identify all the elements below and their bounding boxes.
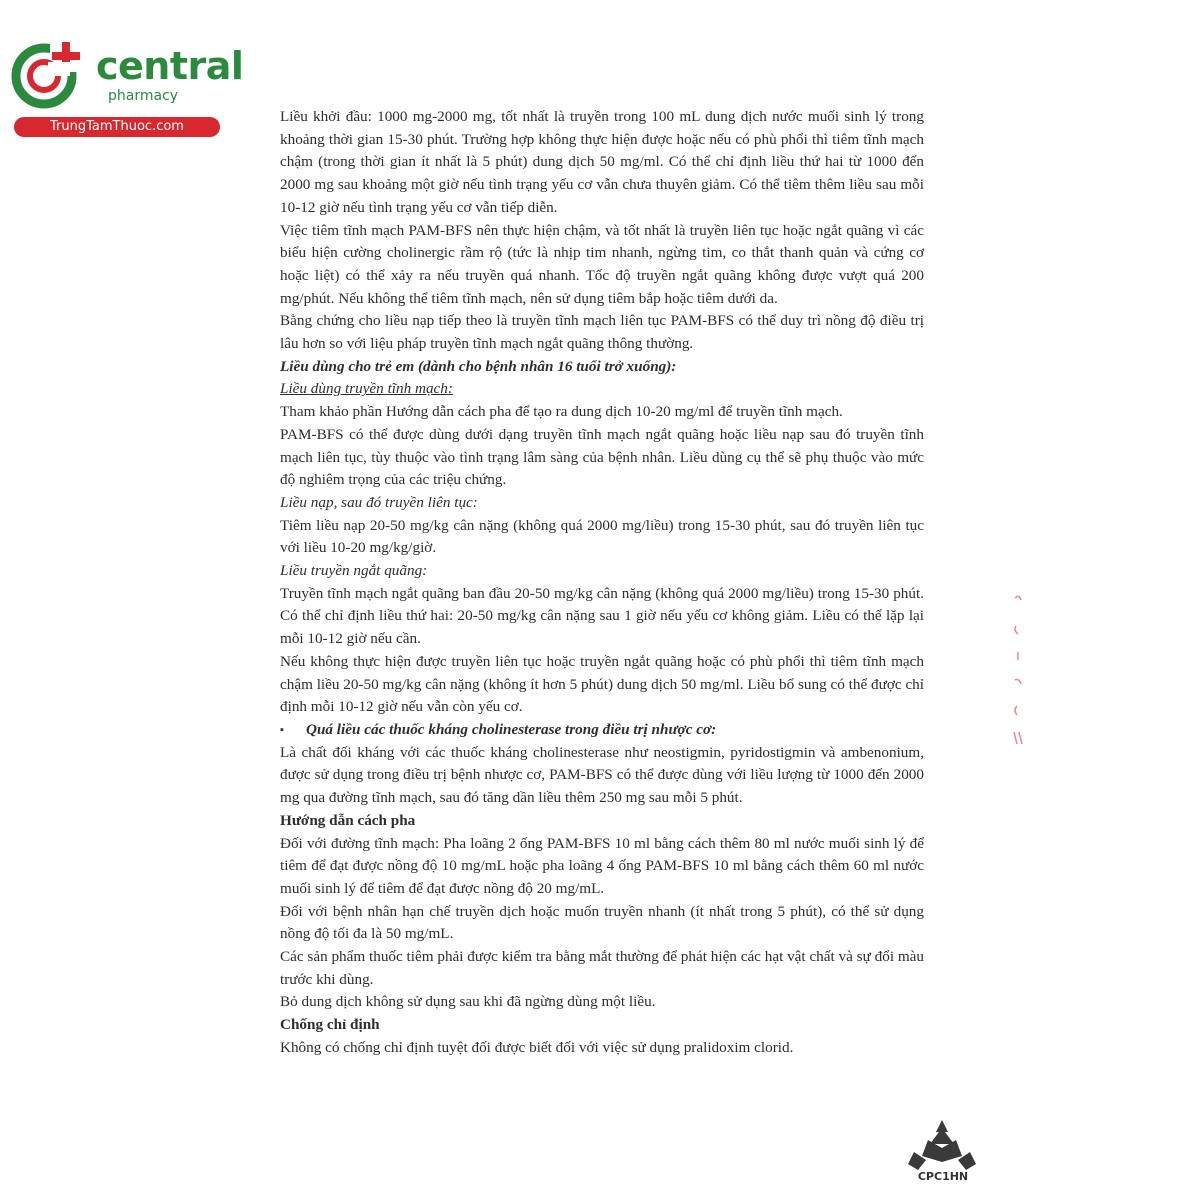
- paragraph-slow-iv-children: Nếu không thực hiện được truyền liên tục hoặc truyền ngắt quãng hoặc có phù phổi thì tiêm tĩnh mạch chậm liều 20-50 mg/kg cân nặng (không ít hơn 5 phút) dung dịch 50 mg/ml. Liều bổ sung có thể được chỉ định mỗi 10-12 giờ nếu vẫn còn yếu cơ.: [280, 652, 924, 716]
- paragraph-admin-forms: PAM-BFS có thể được dùng dưới dạng truyền tĩnh mạch ngắt quãng hoặc liều nạp sau đó truyền tĩnh mạch liên tục, tùy thuộc vào tình trạng lâm sàng của bệnh nhân. Liều dùng cụ thể sẽ phụ thuộc vào mức độ nghiêm trọng của các triệu chứng.: [280, 425, 924, 489]
- paragraph-loading-evidence: Bằng chứng cho liều nạp tiếp theo là truyền tĩnh mạch liên tục PAM-BFS có thể duy trì nồng độ điều trị lâu hơn so với liệu pháp truyền tĩnh mạch ngắt quãng thông thường.: [280, 312, 924, 353]
- paragraph-loading-dose: Tiêm liều nạp 20-50 mg/kg cân nặng (không quá 2000 mg/liều) trong 15-30 phút, sau đó truyền liên tục với liều 10-20 mg/kg/giờ.: [280, 516, 924, 557]
- heading-children-dosage: Liều dùng cho trẻ em (dành cho bệnh nhân 16 tuổi trở xuống):: [280, 357, 677, 375]
- heading-preparation: Hướng dẫn cách pha: [280, 811, 416, 829]
- document-body: [280, 106, 924, 1060]
- paragraph-visual-inspection: Các sản phẩm thuốc tiêm phải được kiểm tra bằng mắt thường để phát hiện các hạt vật chất và sự đổi màu trước khi dùng.: [280, 948, 924, 988]
- paragraph-initial-dose: Liều khởi đầu: 1000 mg-2000 mg, tốt nhất là truyền trong 100 mL dung dịch nước muối sinh lý trong khoảng thời gian 15-30 phút. Trường hợp không thực hiện được hoặc nếu có phù phổi thì tiêm tĩnh mạch chậm (trong thời gian ít nhất là 5 phút) dung dịch 50 mg/ml. Có thể chỉ định liều thứ hai từ 1000 đến 2000 mg sau khoảng một giờ nếu tình trạng yếu cơ vẫn chưa thuyên giảm. Có thể tiêm thêm liều sau mỗi 10-12 giờ nếu tình trạng yếu cơ vẫn tiếp diễn.: [280, 108, 924, 216]
- heading-contraindications: Chống chỉ định: [280, 1016, 380, 1034]
- paragraph-intermittent-dose: Truyền tĩnh mạch ngắt quãng ban đầu 20-50 mg/kg cân nặng (không quá 2000 mg/liều) trong 15-30 phút. Có thể chỉ định liều thứ hai: 20-50 mg/kg cân nặng sau 1 giờ nếu yếu cơ không giảm. Liều có thể lặp lại mỗi 10-12 giờ nếu cần.: [280, 584, 924, 648]
- central-pharmacy-logo[interactable]: [10, 38, 244, 138]
- margin-stamp-marks: [1010, 590, 1026, 750]
- brand-subtitle: pharmacy: [108, 88, 179, 104]
- bullet-heading-overdose: [280, 719, 924, 742]
- cpc1hn-logo-text: CPC1HN: [917, 1170, 969, 1183]
- paragraph-overdose: Là chất đối kháng với các thuốc kháng cholinesterase như neostigmin, pyridostigmin và ambenonium, được sử dụng trong điều trị bệnh nhược cơ, PAM-BFS có thể được dùng với liều lượng từ 1000 đến 2000 mg qua đường tĩnh mạch, sau đó tăng dần liều thêm 250 mg sau mỗi 5 phút.: [280, 743, 924, 807]
- bullet-square-icon: ▪: [280, 723, 284, 736]
- heading-loading-dose: Liều nạp, sau đó truyền liên tục:: [280, 493, 478, 511]
- pharmacy-cross-logo-icon: [10, 38, 82, 110]
- paragraph-prep-iv: Đối với đường tĩnh mạch: Pha loãng 2 ống PAM-BFS 10 ml bằng cách thêm 80 ml nước muối sinh lý để tiêm để đạt được nồng độ 10 mg/mL hoặc pha loãng 4 ống PAM-BFS 10 ml bằng cách thêm 60 ml nước muối sinh lý để tiêm để đạt được nồng độ 20 mg/mL.: [280, 834, 924, 897]
- heading-overdose: Quá liều các thuốc kháng cholinesterase trong điều trị nhược cơ:: [306, 720, 717, 738]
- heading-iv-dosage: Liều dùng truyền tĩnh mạch:: [280, 380, 453, 398]
- brand-url-badge: TrungTamThuoc.com: [14, 117, 220, 137]
- paragraph-prep-max-conc: Đối với bệnh nhân hạn chế truyền dịch hoặc muốn truyền nhanh (ít nhất trong 5 phút), có thể sử dụng nồng độ tối đa là 50 mg/mL.: [280, 902, 924, 943]
- paragraph-iv-slow: Việc tiêm tĩnh mạch PAM-BFS nên thực hiện chậm, và tốt nhất là truyền liên tục hoặc ngắt quãng vì các biểu hiện cường cholinergic rầm rộ (tức là nhịp tim nhanh, ngừng tim, co thắt thanh quản và cứng cơ hoặc liệt) có thể xảy ra nếu truyền quá nhanh. Tốc độ truyền ngắt quãng không được vượt quá 200 mg/phút. Nếu không thể tiêm tĩnh mạch, nên sử dụng tiêm bắp hoặc tiêm dưới da.: [280, 221, 924, 307]
- stamp-marks-icon: [1010, 590, 1026, 750]
- paragraph-reference-prep: Tham khảo phần Hướng dẫn cách pha để tạo ra dung dịch 10-20 mg/ml để truyền tĩnh mạch.: [280, 403, 843, 421]
- heading-intermittent-dose: Liều truyền ngắt quãng:: [280, 562, 428, 580]
- paragraph-contraindications: Không có chống chỉ định tuyệt đối được biết đối với việc sử dụng pralidoxim clorid.: [280, 1038, 794, 1056]
- brand-name: central: [96, 44, 244, 88]
- paragraph-discard: Bỏ dung dịch không sử dụng sau khi đã ngừng dùng một liều.: [280, 993, 656, 1011]
